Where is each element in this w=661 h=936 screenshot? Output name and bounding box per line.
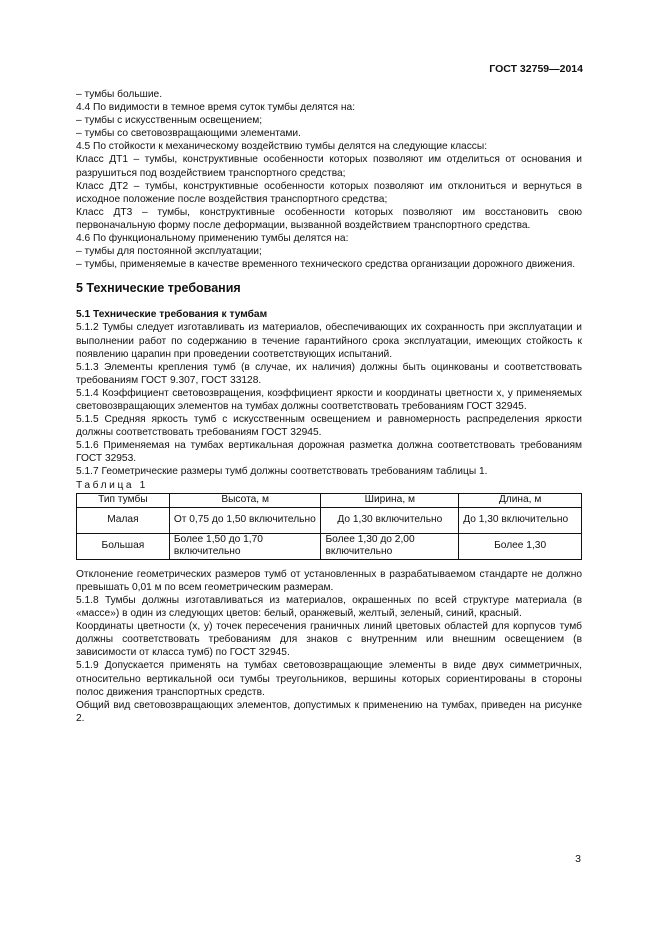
table-row (77, 507, 582, 533)
clause-4-4: 4.4 По видимости в темное время суток тумбы делятся на: (76, 102, 356, 114)
table-cell: До 1,30 включительно (459, 507, 582, 533)
chromaticity-paragraph: Координаты цветности (x, y) точек пересечения граничных линий цветовых областей для корпусов тумб должны соответствовать требованиям для знаков с внутренним или внешним освещением (в зависимости от класса тумб) по ГОСТ 32945. (76, 621, 582, 659)
list-item: – тумбы большие. (76, 89, 163, 100)
page-content (76, 88, 582, 725)
clause-5-1-5: 5.1.5 Средняя яркость тумб с искусственным освещением и равномерность распределения яркости должны соответствовать требованиям ГОСТ 32945. (76, 414, 582, 439)
subsection-title: 5.1 Технические требования к тумбам (76, 309, 268, 321)
clause-4-6: 4.6 По функциональному применению тумбы делятся на: (76, 233, 349, 245)
page-number: 3 (575, 853, 581, 865)
list-item: – тумбы для постоянной эксплуатации; (76, 246, 262, 258)
document-code: ГОСТ 32759—2014 (489, 63, 583, 75)
table-row (77, 533, 582, 559)
class-dt1: Класс ДТ1 – тумбы, конструктивные особенности которых позволяют им отделиться от основания и разрушиться под воздействием транспортного средства; (76, 154, 582, 179)
dimensions-table (76, 493, 582, 560)
clause-5-1-2: 5.1.2 Тумбы следует изготавливать из материалов, обеспечивающих их сохранность при эксплуатации и выполнении работ по содержанию в течение гарантийного срока эксплуатации, имеющих стойкость к появлению царапин при проведении соответствующих испытаний. (76, 322, 582, 360)
table-cell: Большая (77, 533, 170, 559)
clause-5-1-4: 5.1.4 Коэффициент световозвращения, коэффициент яркости и координаты цветности x, y применяемых световозвращающих элементов на тумбах должны соответствовать требованиям ГОСТ 32945. (76, 387, 582, 412)
tolerance-paragraph: Отклонение геометрических размеров тумб от установленных в разрабатываемом стандарте не должно превышать 0,01 м по всем геометрическим размерам. (76, 568, 582, 593)
clause-5-1-9: 5.1.9 Допускается применять на тумбах световозвращающие элементы в виде двух симметричных, относительно вертикальной оси тумбы треугольников, вершины которых сориентированы в стороны полос движения транспортных средств. (76, 660, 582, 698)
table-header-cell: Высота, м (169, 493, 321, 507)
figure-reference-paragraph: Общий вид световозвращающих элементов, допустимых к применению на тумбах, приведен на рисунке 2. (76, 699, 582, 724)
list-item: – тумбы со световозвращающими элементами. (76, 128, 301, 140)
table-caption: Таблица 1 (76, 479, 148, 491)
class-dt3: Класс ДТ3 – тумбы, конструктивные особенности которых позволяют им восстановить свою первоначальную форму после деформации, вызванной воздействием транспортного средства. (76, 206, 582, 231)
clause-4-5: 4.5 По стойкости к механическому воздействию тумбы делятся на следующие классы: (76, 141, 488, 153)
table-header-row (77, 493, 582, 507)
table-cell: До 1,30 включительно (321, 507, 459, 533)
list-item: – тумбы с искусственным освещением; (76, 115, 263, 127)
table-cell: Более 1,30 до 2,00 включительно (321, 533, 459, 559)
table-cell: Более 1,30 (459, 533, 582, 559)
clause-5-1-8: 5.1.8 Тумбы должны изготавливаться из материалов, окрашенных по всей структуре материала (в «массе») в один из следующих цветов: белый, оранжевый, желтый, зеленый, синий, красный. (76, 595, 582, 620)
clause-5-1-6: 5.1.6 Применяемая на тумбах вертикальная дорожная разметка должна соответствовать требованиям ГОСТ 32953. (76, 440, 582, 465)
table-header-cell: Длина, м (459, 493, 582, 507)
table-header-cell: Ширина, м (321, 493, 459, 507)
table-cell: Малая (77, 507, 170, 533)
class-dt2: Класс ДТ2 – тумбы, конструктивные особенности которых позволяют им отклониться и вернуться в исходное положение после воздействия транспортного средства; (76, 180, 582, 205)
clause-5-1-3: 5.1.3 Элементы крепления тумб (в случае, их наличия) должны быть оцинкованы и соответствовать требованиям ГОСТ 9.307, ГОСТ 33128. (76, 361, 582, 386)
table-header-cell: Тип тумбы (77, 493, 170, 507)
list-item: – тумбы, применяемые в качестве временного технического средства организации дорожного движения. (76, 259, 576, 271)
table-cell: От 0,75 до 1,50 включительно (169, 507, 321, 533)
table-cell: Более 1,50 до 1,70 включительно (169, 533, 321, 559)
section-title: 5 Технические требования (76, 281, 241, 296)
clause-5-1-7: 5.1.7 Геометрические размеры тумб должны соответствовать требованиям таблицы 1. (76, 466, 488, 478)
